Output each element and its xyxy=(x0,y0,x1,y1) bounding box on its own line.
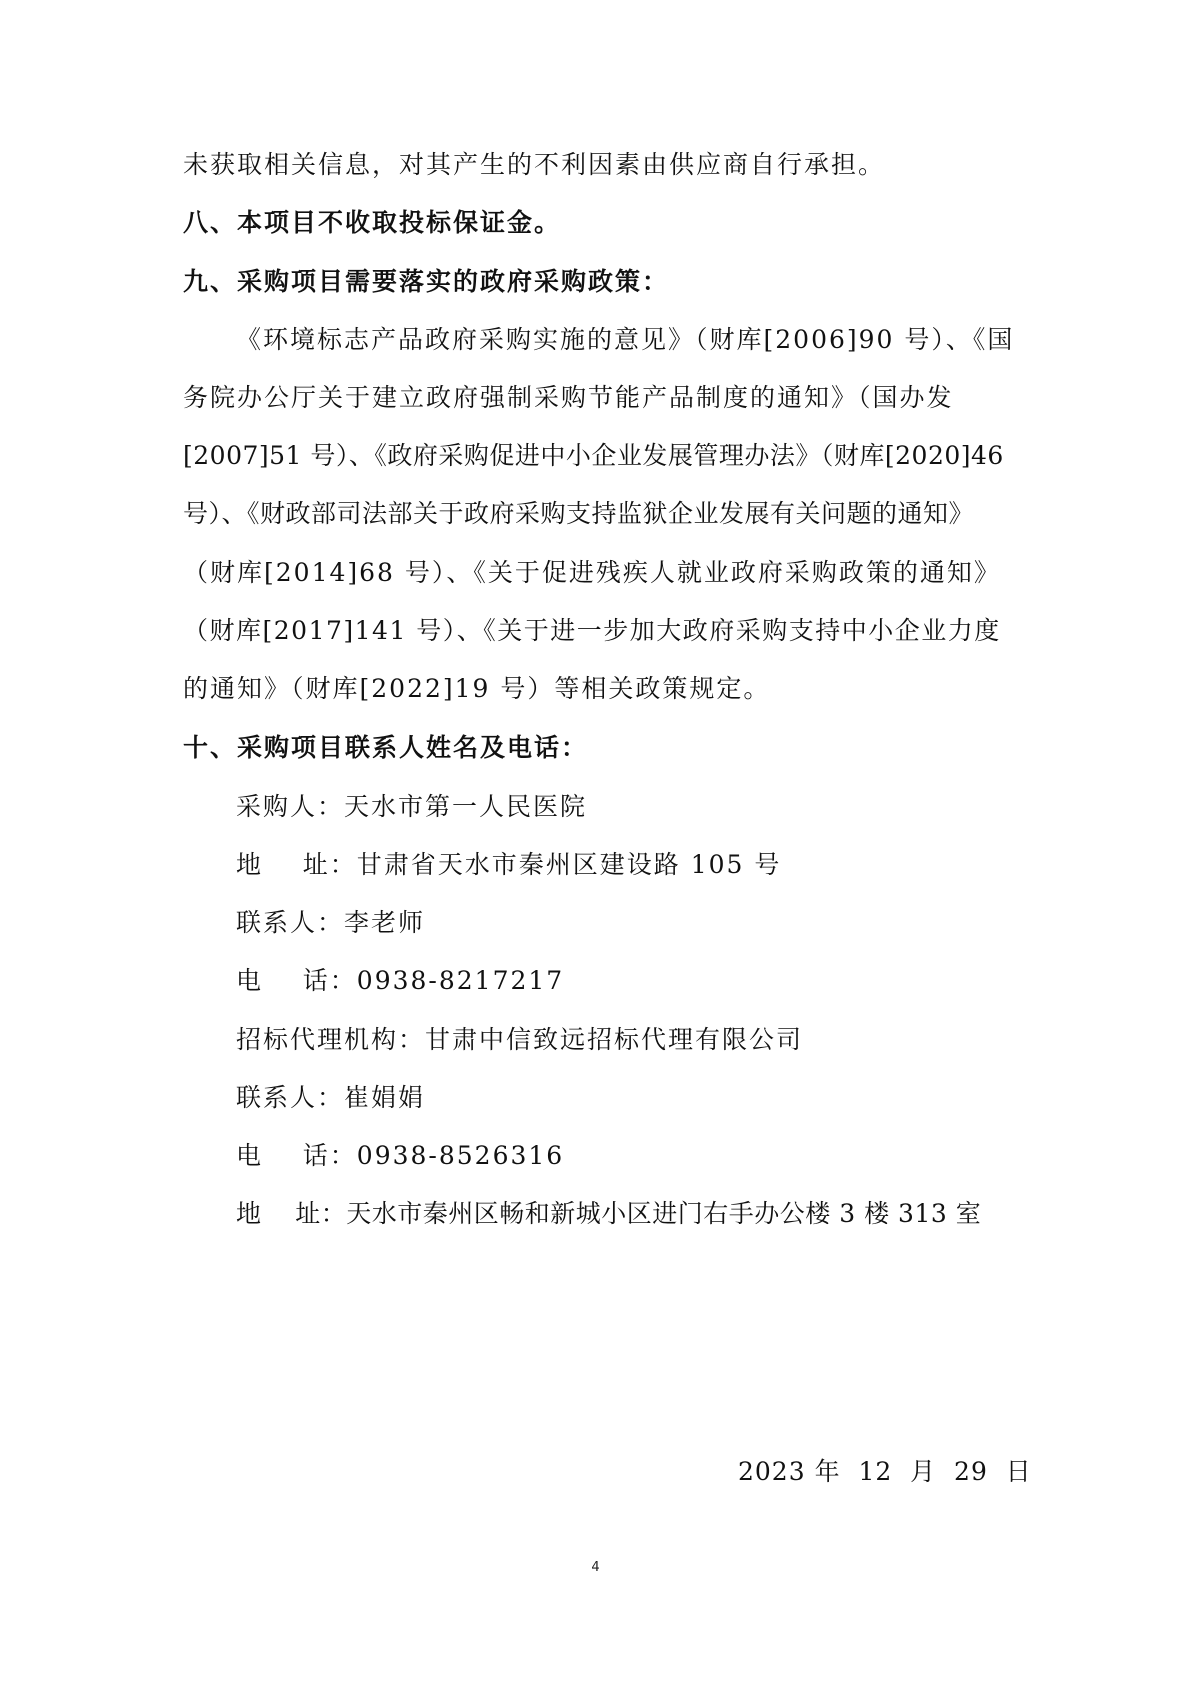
policy-line-1: 《环境标志产品政府采购实施的意见》（财库[2006]90 号）、《国 xyxy=(236,325,1015,354)
section-9-title: 九、采购项目需要落实的政府采购政策： xyxy=(183,267,670,296)
policy-line-4: 号）、《财政部司法部关于政府采购支持监狱企业发展有关问题的通知》 xyxy=(183,499,975,528)
purchaser-contact: 联系人：李老师 xyxy=(236,908,426,937)
agency-address: 地 址：天水市秦州区畅和新城小区进门右手办公楼 3 楼 313 室 xyxy=(236,1199,982,1228)
agency-phone: 电 话：0938-8526316 xyxy=(236,1141,565,1170)
policy-line-7: 的通知》（财库[2022]19 号）等相关政策规定。 xyxy=(183,674,771,703)
policy-line-3: [2007]51 号）、《政府采购促进中小企业发展管理办法》（财库[2020]46 xyxy=(183,441,1004,470)
purchaser-name: 采购人：天水市第一人民医院 xyxy=(236,792,588,821)
section-10-title: 十、采购项目联系人姓名及电话： xyxy=(183,733,589,762)
policy-line-6: （财库[2017]141 号）、《关于进一步加大政府采购支持中小企业力度 xyxy=(183,616,1001,645)
page-number: 4 xyxy=(591,1560,600,1575)
policy-line-2: 务院办公厅关于建立政府强制采购节能产品制度的通知》（国办发 xyxy=(183,383,954,412)
agency-contact: 联系人：崔娟娟 xyxy=(236,1083,426,1112)
purchaser-phone: 电 话：0938-8217217 xyxy=(236,966,565,995)
purchaser-address: 地 址：甘肃省天水市秦州区建设路 105 号 xyxy=(236,850,782,879)
document-date: 2023 年 12 月 29 日 xyxy=(738,1457,1032,1486)
intro-line: 未获取相关信息，对其产生的不利因素由供应商自行承担。 xyxy=(183,150,886,179)
section-8-title: 八、本项目不收取投标保证金。 xyxy=(183,208,562,237)
policy-line-5: （财库[2014]68 号）、《关于促进残疾人就业政府采购政策的通知》 xyxy=(183,558,1001,587)
agency-name: 招标代理机构：甘肃中信致远招标代理有限公司 xyxy=(236,1025,804,1054)
